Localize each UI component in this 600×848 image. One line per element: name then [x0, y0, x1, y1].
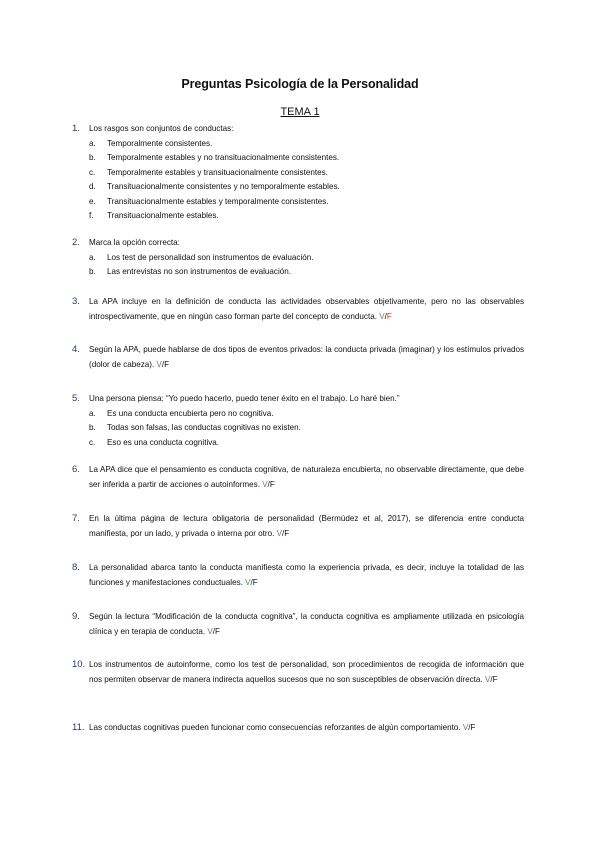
- option-letter: c.: [89, 167, 96, 177]
- option-item: [72, 137, 524, 152]
- tf-separator: /: [384, 311, 387, 321]
- tf-separator: /: [212, 626, 215, 636]
- option-letter: b.: [89, 153, 96, 162]
- question-3: [72, 295, 524, 324]
- question-number: 7.: [72, 513, 80, 524]
- option-letter: d.: [89, 182, 96, 191]
- question-10: [72, 658, 524, 687]
- question-number: 4.: [72, 344, 80, 355]
- true-mark: V: [484, 674, 491, 684]
- option-text: Todas son falsas, las conductas cognitivas no existen.: [107, 423, 301, 432]
- question-body: La personalidad abarca tanto la conducta manifiesta como la experiencia privada, es decir, incluye la totalidad de las funciones y manifestaciones conductuales.: [89, 563, 524, 587]
- question-body: En la última página de lectura obligatoria de personalidad (Bermúdez et al, 2017), se diferencia entre conducta manifiesta, por un lado, y privada o interna por otro.: [89, 514, 524, 538]
- option-letter: a.: [89, 252, 96, 262]
- false-mark: F: [252, 577, 258, 587]
- question-number: 3.: [72, 296, 80, 307]
- question-body: La APA incluye en la definición de conducta las actividades observables objetivamente, pero no las observables introspectivamente, que en ningún caso forman parte del concepto de conducta.: [89, 297, 524, 321]
- option-letter: c.: [89, 437, 96, 447]
- option-item: [72, 209, 524, 224]
- question-2: [72, 236, 524, 280]
- question-4: [72, 343, 524, 372]
- option-item: [72, 436, 524, 451]
- question-body: Según la APA, puede hablarse de dos tipos de eventos privados: la conducta privada (imaginar) y los estímulos privados (dolor de cabeza).: [89, 345, 524, 369]
- question-text: [89, 610, 524, 639]
- question-body: Las conductas cognitivas pueden funcionar como consecuencias reforzantes de algún comportamiento.: [89, 723, 461, 732]
- option-text: Transituacionalmente consistentes y no temporalmente estables.: [107, 182, 340, 191]
- option-item: [72, 407, 524, 422]
- option-letter: b.: [89, 423, 96, 432]
- tf-separator: /: [250, 577, 253, 587]
- false-mark: F: [164, 359, 170, 369]
- options-list: [72, 407, 524, 451]
- false-mark: F: [284, 528, 290, 538]
- option-item: [72, 195, 524, 210]
- question-number: 10.: [72, 659, 86, 670]
- true-mark: V: [245, 577, 251, 587]
- question-text: [89, 463, 524, 492]
- option-text: Es una conducta encubierta pero no cognitiva.: [107, 408, 274, 418]
- option-item: [72, 151, 524, 166]
- question-1: [72, 122, 524, 224]
- option-item: [72, 180, 524, 195]
- false-mark: F: [470, 723, 476, 732]
- true-mark: V: [462, 723, 469, 732]
- question-body: La APA dice que el pensamiento es conducta cognitiva, de naturaleza encubierta, no observable directamente, que debe ser inferida a partir de acciones o autoinformes.: [89, 465, 524, 489]
- option-letter: a.: [89, 138, 96, 148]
- option-item: [72, 166, 524, 181]
- option-item: [72, 251, 524, 266]
- question-text: Marca la opción correcta:: [89, 238, 180, 247]
- options-list: [72, 251, 524, 280]
- question-body: Los instrumentos de autoinforme, como los test de personalidad, son procedimientos de recogida de información que nos permiten observar de manera indirecta aquellos sucesos que no son susceptibles de observación directa.: [89, 660, 524, 684]
- question-text: Una persona piensa: “Yo puedo hacerlo, puedo tener éxito en el trabajo. Lo haré bien.”: [89, 394, 400, 403]
- tf-separator: /: [490, 674, 493, 684]
- option-letter: e.: [89, 196, 96, 206]
- question-text: [89, 721, 524, 736]
- option-text: Temporalmente estables y transituacionalmente consistentes.: [107, 167, 328, 177]
- question-5: [72, 392, 524, 450]
- option-text: Los test de personalidad son instrumentos de evaluación.: [107, 252, 314, 262]
- section-title: TEMA 1: [280, 106, 320, 118]
- tf-separator: /: [282, 528, 285, 538]
- question-text: [89, 658, 524, 687]
- option-text: Transituacionalmente estables y temporalmente consistentes.: [107, 196, 329, 206]
- question-7: [72, 512, 524, 541]
- true-mark: V: [379, 311, 385, 321]
- tf-separator: /: [267, 479, 270, 489]
- option-letter: b.: [89, 267, 96, 276]
- question-number: 1.: [72, 123, 80, 134]
- option-text: Eso es una conducta cognitiva.: [107, 437, 220, 447]
- option-item: [72, 265, 524, 280]
- question-body: Según la lectura “Modificación de la conducta cognitiva”, la conducta cognitiva es ampliamente utilizada en psicología clínica y en terapia de conducta.: [89, 612, 524, 636]
- false-mark: F: [386, 311, 392, 321]
- question-8: [72, 561, 524, 590]
- question-9: [72, 610, 524, 639]
- option-text: Temporalmente consistentes.: [107, 138, 213, 148]
- tf-separator: /: [468, 723, 471, 732]
- true-mark: V: [207, 626, 213, 636]
- false-mark: F: [492, 674, 498, 684]
- option-item: [72, 421, 524, 436]
- option-letter: f.: [89, 211, 94, 220]
- question-text: [89, 343, 524, 372]
- option-letter: a.: [89, 408, 96, 418]
- true-mark: V: [262, 479, 268, 489]
- question-text: [89, 512, 524, 541]
- question-text: [89, 295, 524, 324]
- question-text: Los rasgos son conjuntos de conductas:: [89, 124, 234, 133]
- question-number: 8.: [72, 562, 80, 573]
- tf-separator: /: [161, 359, 165, 369]
- question-number: 11.: [72, 722, 85, 733]
- options-list: [72, 137, 524, 224]
- true-mark: V: [156, 359, 162, 369]
- question-text: [89, 561, 524, 590]
- question-number: 9.: [72, 611, 80, 622]
- option-text: Transituacionalmente estables.: [107, 211, 219, 220]
- question-6: [72, 463, 524, 492]
- option-text: Temporalmente estables y no transituacionalmente consistentes.: [107, 153, 340, 162]
- true-mark: V: [276, 528, 283, 538]
- question-11: [72, 721, 524, 736]
- question-number: 5.: [72, 393, 80, 404]
- question-number: 6.: [72, 464, 80, 475]
- false-mark: F: [269, 479, 275, 489]
- page-title: Preguntas Psicología de la Personalidad: [181, 77, 419, 91]
- question-number: 2.: [72, 237, 80, 248]
- option-text: Las entrevistas no son instrumentos de evaluación.: [107, 267, 292, 276]
- false-mark: F: [215, 626, 220, 636]
